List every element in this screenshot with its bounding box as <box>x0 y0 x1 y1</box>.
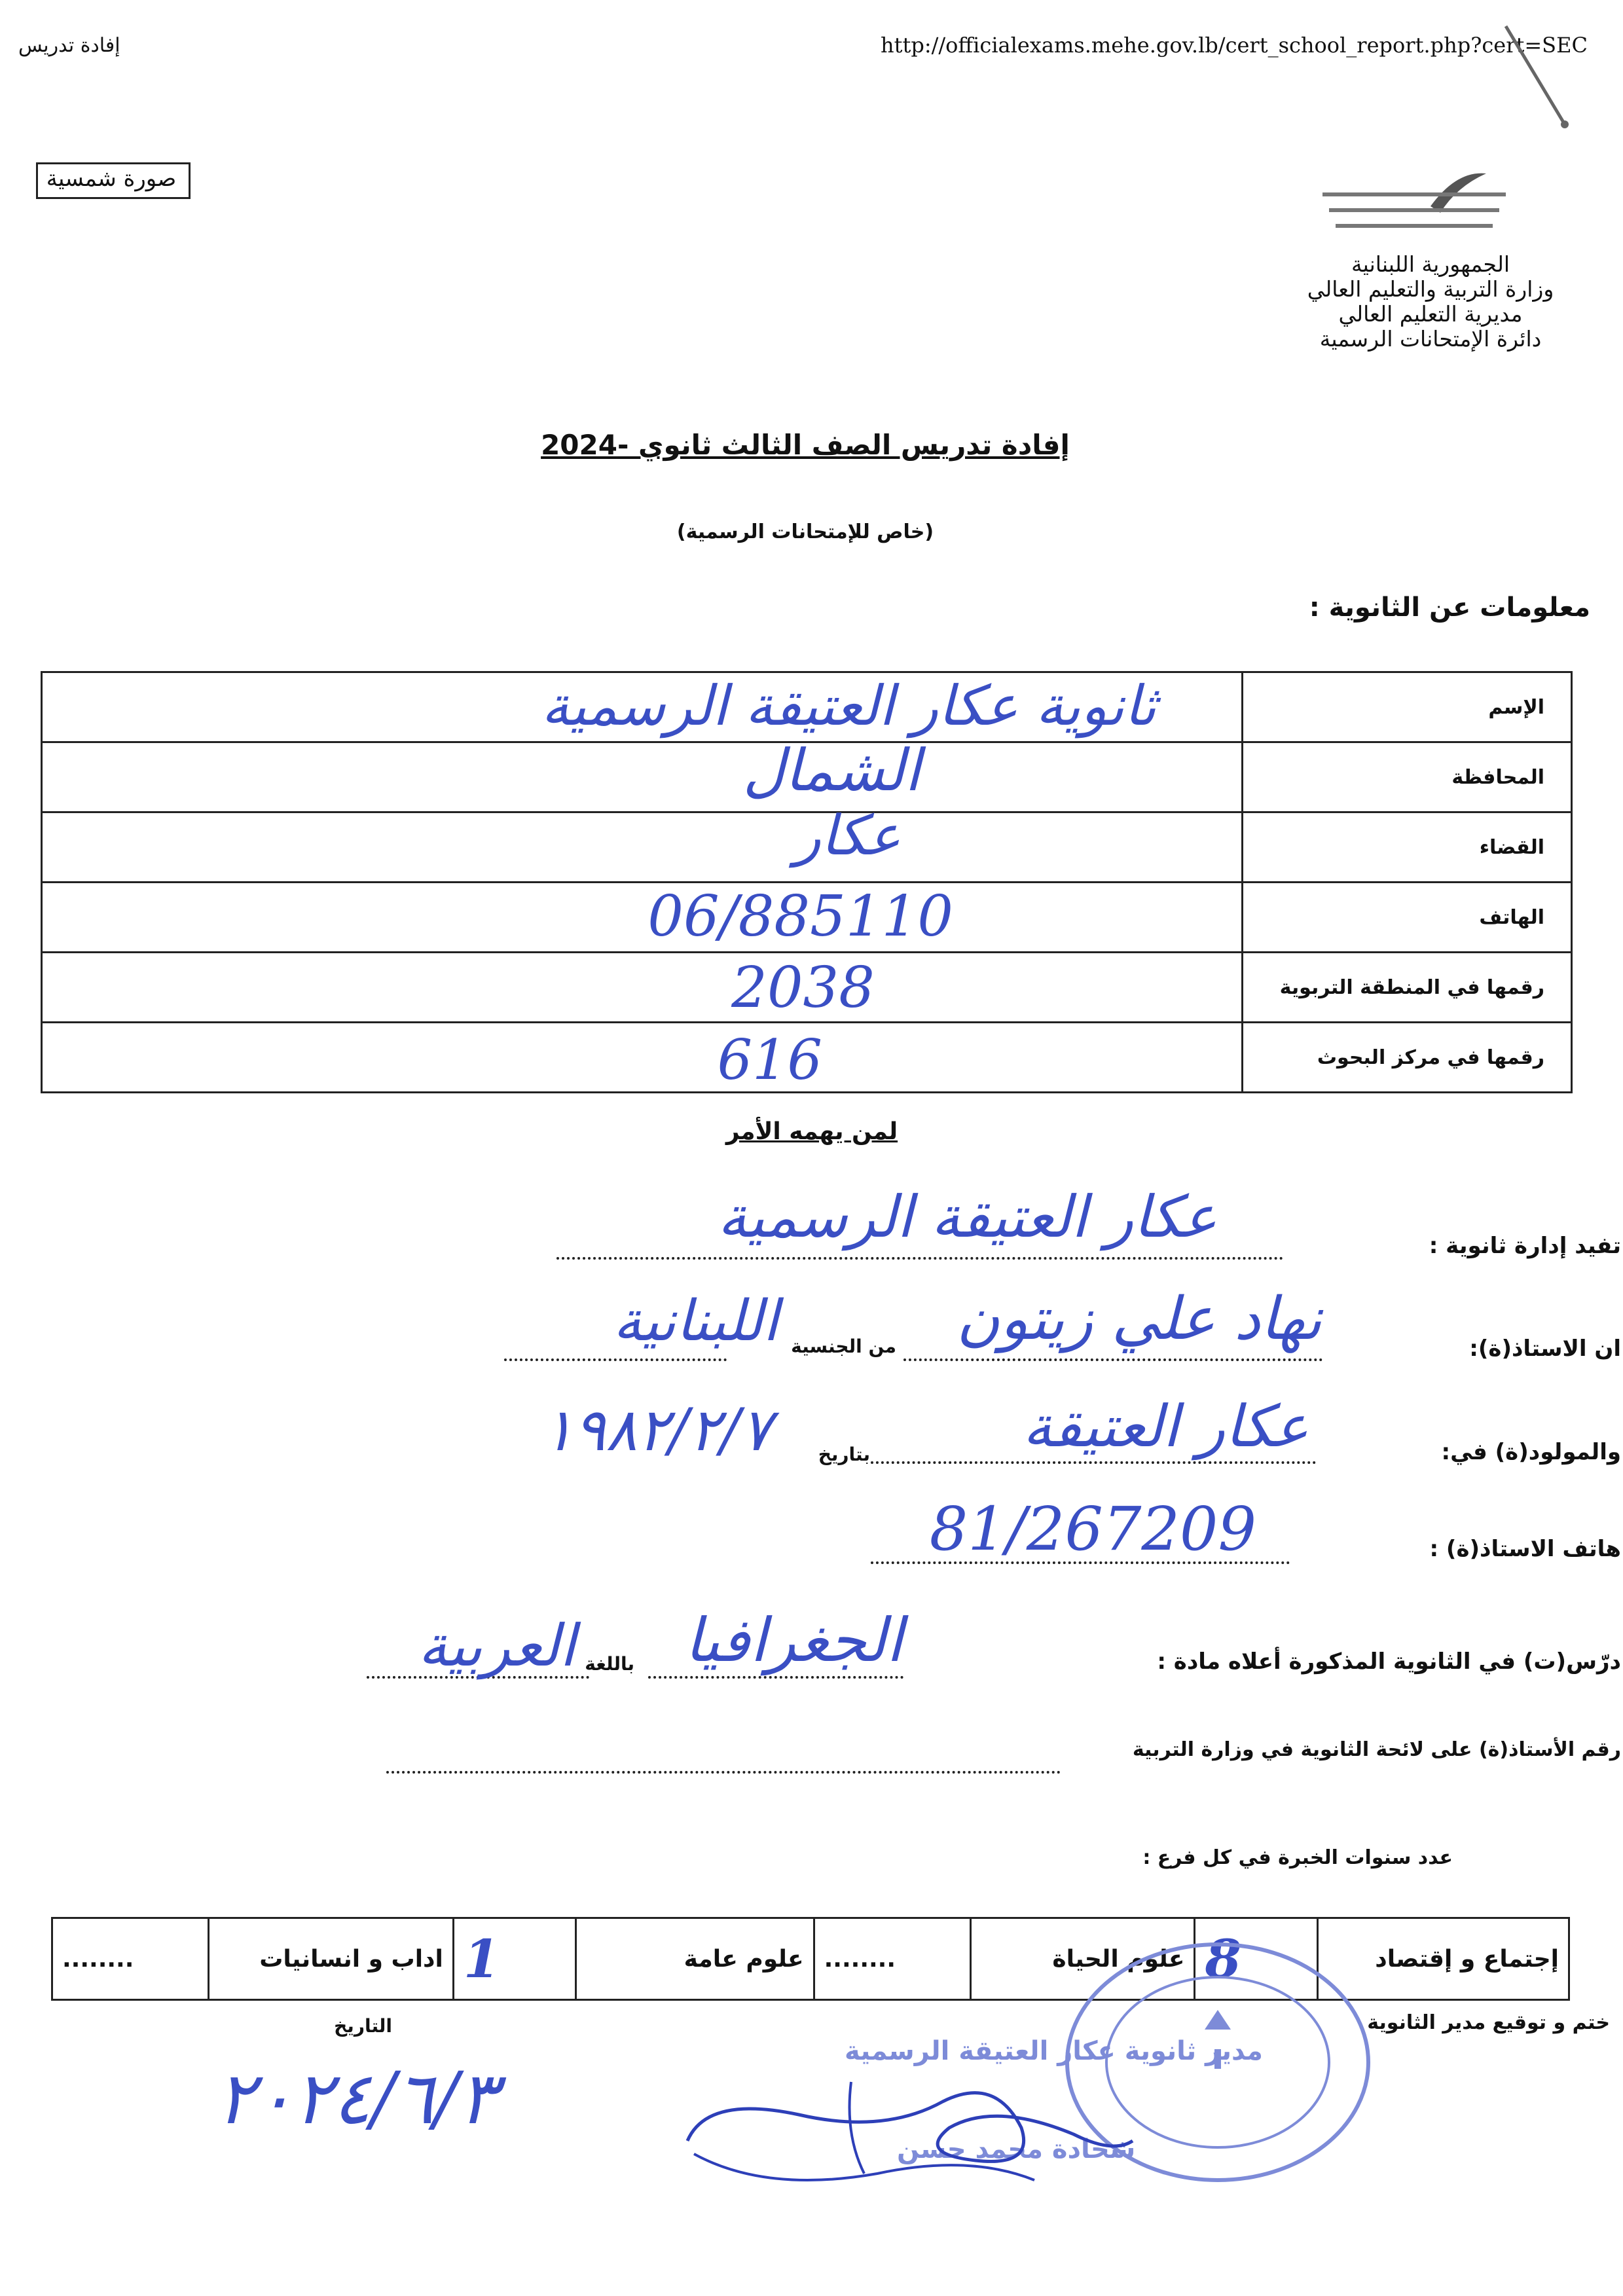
language-label: باللغة <box>585 1653 634 1675</box>
school-name-value: ثانوية عكار العتيقة الرسمية <box>541 674 1156 738</box>
life-sciences-value: ........ <box>814 1918 970 2000</box>
ministry-book-logo-icon <box>1316 167 1512 242</box>
nationality-value: اللبنانية <box>613 1288 778 1354</box>
ministry-number-dots <box>386 1771 1061 1774</box>
ministry-line-department: دائرة الإمتحانات الرسمية <box>1319 326 1542 352</box>
ministry-line-republic: الجمهورية اللبنانية <box>1351 251 1510 277</box>
school-info-heading: معلومات عن الثانوية : <box>1309 592 1590 623</box>
teacher-label: ان الاستاذ(ة): <box>1469 1336 1621 1362</box>
social-econ-label: إجتماع و إقتصاد <box>1317 1918 1569 2000</box>
teacher-phone-label: هاتف الاستاذ(ة) : <box>1429 1536 1621 1562</box>
nationality-label: من الجنسية <box>791 1336 896 1357</box>
page-subtitle: (خاص للإمتحانات الرسمية) <box>676 520 934 543</box>
edu-region-number-value: 2038 <box>731 955 875 1021</box>
district-value: عكار <box>794 803 901 867</box>
table-row <box>42 953 1572 1023</box>
print-header-title: إفادة تدريس <box>18 34 120 57</box>
governorate-value: الشمال <box>742 737 921 804</box>
humanities-value: ........ <box>52 1918 209 2000</box>
research-center-number-value: 616 <box>717 1028 822 1092</box>
born-place-dots <box>871 1461 1316 1464</box>
photo-box-label: صورة شمسية <box>46 166 177 192</box>
table-row <box>42 672 1572 742</box>
table-row <box>42 883 1572 953</box>
signature-label: ختم و توقيع مدير الثانوية <box>1367 2011 1610 2034</box>
subject-value: الجغرافيا <box>684 1605 903 1675</box>
teacher-value: نهاد علي زيتون <box>956 1285 1322 1353</box>
experience-heading: عدد سنوات الخبرة في كل فرع : <box>1142 1846 1453 1869</box>
date-label: التاريخ <box>334 2015 392 2037</box>
subject-dots <box>648 1676 903 1679</box>
general-sciences-value: 1 <box>453 1918 575 2000</box>
ministry-line-ministry: وزارة التربية والتعليم العالي <box>1307 276 1554 302</box>
school-phone-value: 06/885110 <box>647 884 953 949</box>
date-value: ٢٠٢٤/٦/٣ <box>216 2056 497 2140</box>
page-title: إفادة تدريس الصف الثالث ثانوي -2024 <box>541 429 1070 461</box>
school-name-label: الإسم <box>1243 672 1572 742</box>
birth-date-value: ١٩٨٢/٢/٧ <box>542 1396 772 1465</box>
social-econ-value: 8 <box>1195 1918 1317 2000</box>
principal-signature <box>668 2056 1152 2200</box>
district-label: القضاء <box>1243 812 1572 883</box>
print-header-url: http://officialexams.mehe.gov.lb/cert_school_report.php?cert=SEC <box>881 33 1588 58</box>
school-admin-value: عكار العتيقة الرسمية <box>717 1183 1217 1250</box>
stamp-text-name: شحادة محمد حسن <box>897 2134 1136 2164</box>
governorate-label: المحافظة <box>1243 742 1572 812</box>
taught-subject-label: درّس(ت) في الثانوية المذكورة أعلاه مادة : <box>1157 1649 1621 1675</box>
stamp-text-director: مدير ثانوية عكار العتيقة الرسمية <box>845 2036 1263 2066</box>
teacher-phone-value: 81/267209 <box>929 1494 1256 1564</box>
school-phone-label: الهاتف <box>1243 883 1572 953</box>
to-whom-heading: لمن يهمه الأمر <box>725 1118 898 1145</box>
school-admin-dots <box>556 1257 1283 1260</box>
research-center-number-label: رقمها في مركز البحوث <box>1243 1023 1572 1093</box>
general-sciences-label: علوم عامة <box>576 1918 814 2000</box>
table-row <box>42 812 1572 883</box>
nationality-dots <box>504 1358 727 1361</box>
ministry-line-directorate: مديرية التعليم العالي <box>1338 301 1523 327</box>
born-label: والمولود(ة) في: <box>1441 1439 1621 1465</box>
language-value: العربية <box>418 1612 575 1679</box>
school-info-table <box>41 671 1573 1093</box>
life-sciences-label: علوم الحياة <box>970 1918 1195 2000</box>
birth-date-label: بتاريخ <box>818 1444 870 1465</box>
edu-region-number-label: رقمها في المنطقة التربوية <box>1243 953 1572 1023</box>
table-row <box>42 742 1572 812</box>
ministry-number-label: رقم الأستاذ(ة) على لائحة الثانوية في وزارة التربية <box>1132 1738 1621 1761</box>
pen-mark-scribble <box>1499 20 1578 137</box>
teacher-dots <box>903 1358 1322 1361</box>
table-row <box>42 1023 1572 1093</box>
born-place-value: عكار العتيقة <box>1023 1393 1309 1460</box>
humanities-label: اداب و انسانيات <box>209 1918 454 2000</box>
school-admin-label: تفيد إدارة ثانوية : <box>1429 1233 1621 1259</box>
